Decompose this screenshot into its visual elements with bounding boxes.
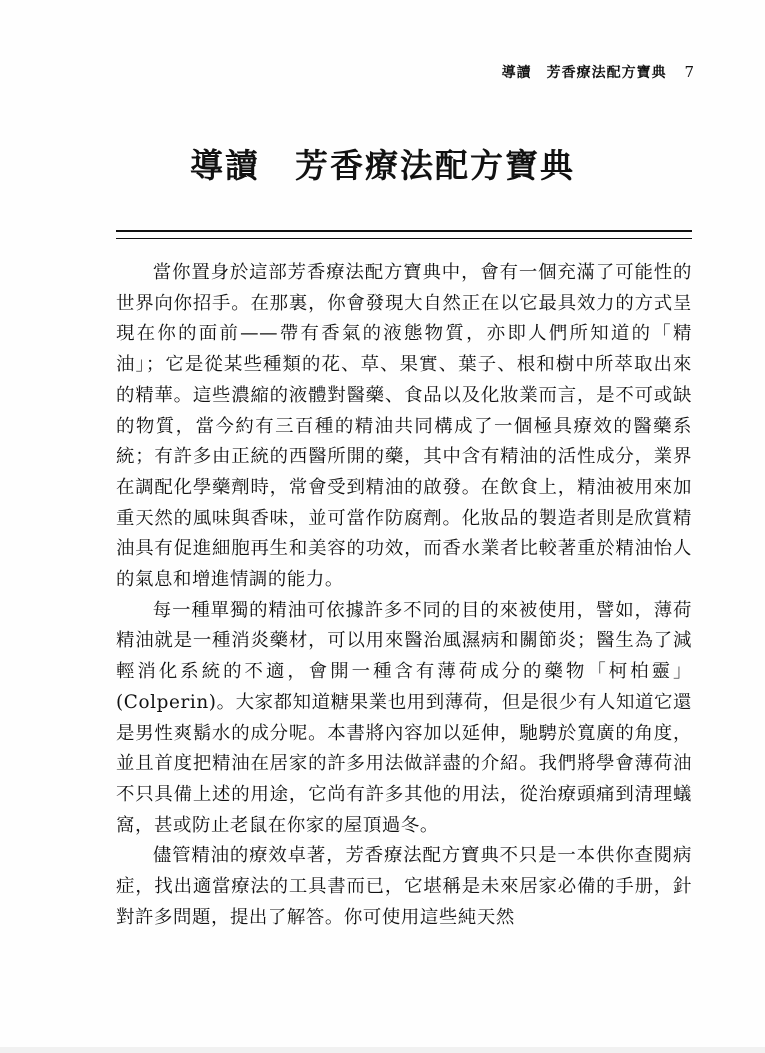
body-text xyxy=(116,258,692,933)
paragraph-3: 儘管精油的療效卓著，芳香療法配方寶典不只是一本供你查閱病症，找出適當療法的工具書而已，它堪稱是未來居家必備的手册，針對許多問題，提出了解答。你可使用這些純天然 xyxy=(116,845,692,928)
page-number: 7 xyxy=(684,63,695,81)
running-header xyxy=(502,62,695,82)
paragraph-2: 每一種單獨的精油可依據許多不同的目的來被使用，譬如，薄荷精油就是一種消炎藥材，可以用來醫治風濕病和關節炎；醫生為了減輕消化系統的不適，會開一種含有薄荷成分的藥物「柯柏靈」(Colperin)。大家都知道糖果業也用到薄荷，但是很少有人知道它還是男性爽鬍水的成分呢。本書將內容加以延伸，馳騁於寬廣的角度，並且首度把精油在居家的許多用法做詳盡的介紹。我們將學會薄荷油不只具備上述的用途，它尚有許多其他的用法，從治療頭痛到清理蟻窩，甚或防止老鼠在你家的屋頂過冬。 xyxy=(116,599,692,836)
title-rule-thin xyxy=(116,238,692,239)
page-bottom-edge xyxy=(0,1047,765,1053)
title-rule-thick xyxy=(116,230,692,232)
chapter-title: 導讀 芳香療法配方寶典 xyxy=(190,146,575,185)
paragraph-1: 當你置身於這部芳香療法配方寶典中，會有一個充滿了可能性的世界向你招手。在那裏，你會發現大自然正在以它最具效力的方式呈現在你的面前——帶有香氣的液態物質，亦即人們所知道的「精油」；它是從某些種類的花、草、果實、葉子、根和樹中所萃取出來的精華。這些濃縮的液體對醫藥、食品以及化妝業而言，是不可或缺的物質，當今約有三百種的精油共同構成了一個極具療效的醫藥系統；有許多由正統的西醫所開的藥，其中含有精油的活性成分，業界在調配化學藥劑時，常會受到精油的啟發。在飲食上，精油被用來加重天然的風味與香味，並可當作防腐劑。化妝品的製造者則是欣賞精油具有促進細胞再生和美容的功效，而香水業者比較著重於精油怡人的氣息和增進情調的能力。 xyxy=(116,262,692,591)
running-header-title: 導讀 芳香療法配方寶典 xyxy=(501,65,667,81)
